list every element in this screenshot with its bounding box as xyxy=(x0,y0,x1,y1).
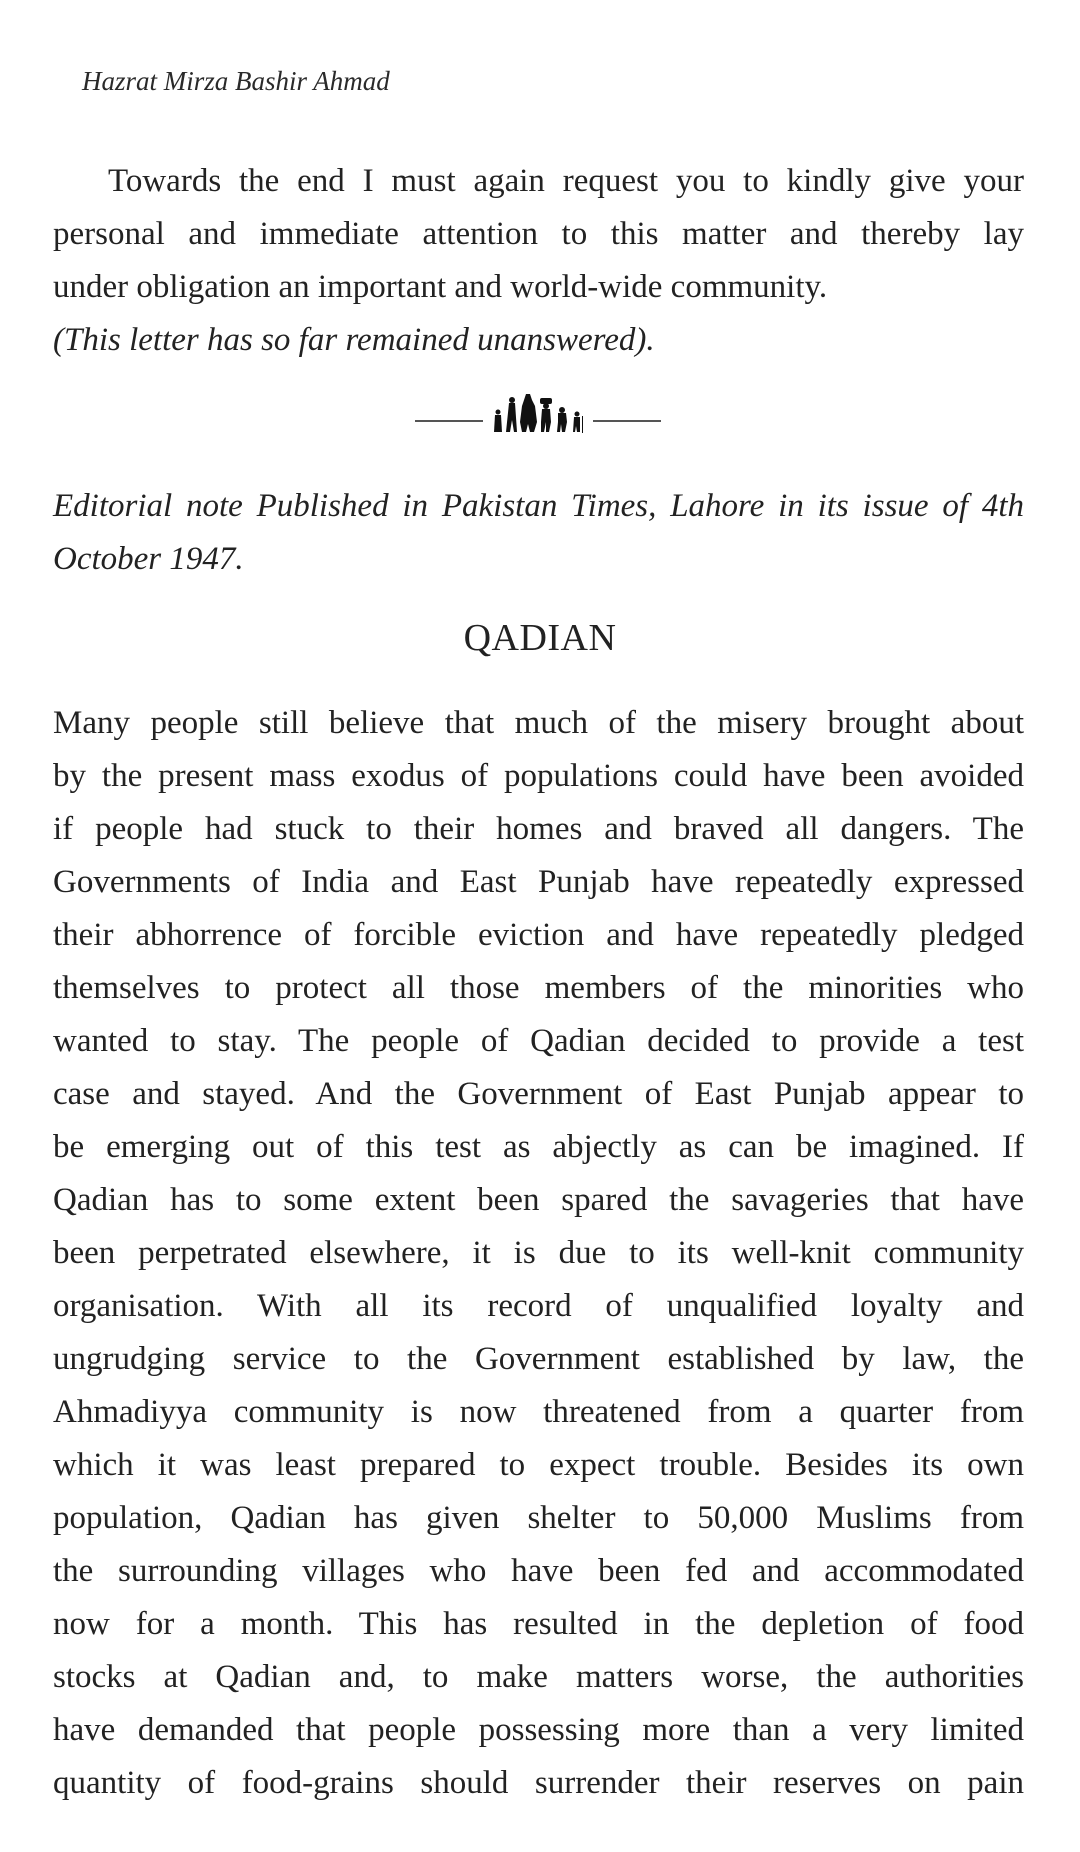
text-line: Ahmadiyya community is now threatened from a quarter from xyxy=(53,1394,1024,1430)
text-line: be emerging out of this test as abjectly as can be imagined. If xyxy=(53,1129,1024,1165)
unanswered-note: (This letter has so far remained unanswered). xyxy=(53,322,655,358)
text-line: population, Qadian has given shelter to 50,000 Muslims from xyxy=(53,1500,1024,1536)
text-line: personal and immediate attention to this matter and thereby lay xyxy=(53,216,1024,252)
text-line: wanted to stay. The people of Qadian decided to provide a test xyxy=(53,1023,1024,1059)
text-line: by the present mass exodus of populations could have been avoided xyxy=(53,758,1024,794)
text-line: the surrounding villages who have been fed and accommodated xyxy=(53,1553,1024,1589)
editorial-note xyxy=(53,480,1024,586)
text-line: their abhorrence of forcible eviction and have repeatedly pledged xyxy=(53,917,1024,953)
text-line: Qadian has to some extent been spared the savageries that have xyxy=(53,1182,1024,1218)
text-line: been perpetrated elsewhere, it is due to its well-knit community xyxy=(53,1235,1024,1271)
text-line: which it was least prepared to expect trouble. Besides its own xyxy=(53,1447,1024,1483)
divider-rule-left xyxy=(415,420,483,422)
running-head-author: Hazrat Mirza Bashir Ahmad xyxy=(82,66,390,96)
text-line: October 1947. xyxy=(53,541,244,577)
text-line: organisation. With all its record of unqualified loyalty and xyxy=(53,1288,1024,1324)
text-line: Governments of India and East Punjab have repeatedly expressed xyxy=(53,864,1024,900)
text-line: quantity of food-grains should surrender their reserves on pain xyxy=(53,1765,1024,1801)
text-line: stocks at Qadian and, to make matters worse, the authorities xyxy=(53,1659,1024,1695)
divider-rule-right xyxy=(593,420,661,422)
section-divider-ornament xyxy=(0,392,1080,436)
text-line: under obligation an important and world-wide community. xyxy=(53,269,828,305)
text-line: now for a month. This has resulted in the depletion of food xyxy=(53,1606,1024,1642)
walking-figures-icon xyxy=(490,392,588,436)
text-line: case and stayed. And the Government of East Punjab appear to xyxy=(53,1076,1024,1112)
article-body xyxy=(53,697,1024,1810)
text-line: ungrudging service to the Government established by law, the xyxy=(53,1341,1024,1377)
section-heading: QADIAN xyxy=(463,617,617,659)
text-line: Many people still believe that much of the misery brought about xyxy=(53,705,1024,741)
text-line: if people had stuck to their homes and braved all dangers. The xyxy=(53,811,1024,847)
text-line: Towards the end I must again request you to kindly give your xyxy=(108,163,1024,199)
letter-closing-paragraph xyxy=(53,155,1024,367)
text-line: themselves to protect all those members of the minorities who xyxy=(53,970,1024,1006)
text-line: have demanded that people possessing more than a very limited xyxy=(53,1712,1024,1748)
text-line: Editorial note Published in Pakistan Times, Lahore in its issue of 4th xyxy=(53,488,1024,524)
